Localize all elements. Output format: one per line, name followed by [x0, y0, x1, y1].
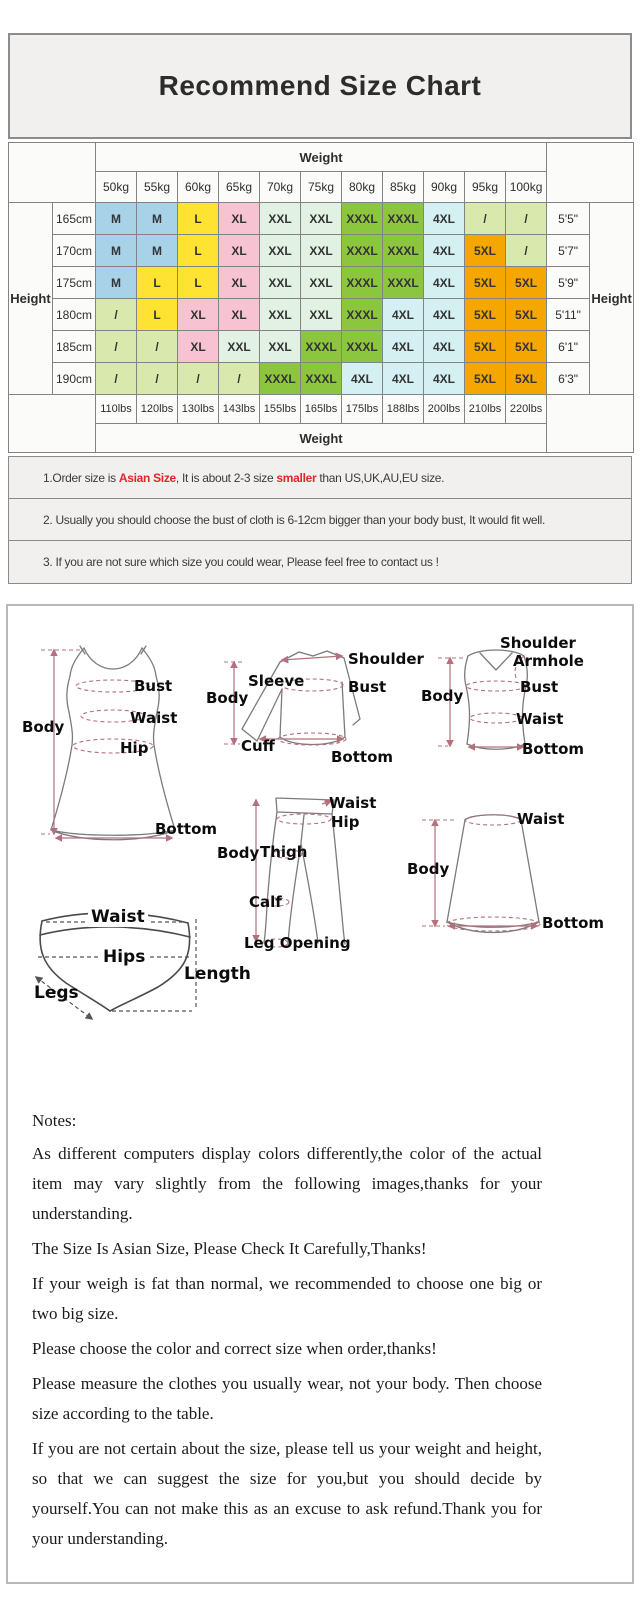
note-paragraph: As different computers display colors differently,the color of the actual item may vary slightly from the following images,thanks for your understanding.	[32, 1144, 542, 1223]
size-cell: XXXL	[342, 267, 383, 299]
size-cell: /	[96, 331, 137, 363]
size-cell: XXL	[260, 203, 301, 235]
kg-header-cell: 70kg	[260, 172, 301, 203]
size-cell: /	[137, 363, 178, 395]
size-chart-section	[0, 0, 640, 584]
note-paragraph: If your weigh is fat than normal, we recommended to choose one big or two big size.	[32, 1274, 542, 1323]
dress-hip-label: Hip	[120, 739, 149, 757]
lbs-cell: 210lbs	[465, 395, 506, 424]
size-cell: XXL	[219, 331, 260, 363]
vest-waist-label: Waist	[516, 710, 564, 728]
lbs-cell: 200lbs	[424, 395, 465, 424]
size-cell: /	[465, 203, 506, 235]
lbs-cell: 120lbs	[137, 395, 178, 424]
tip-row	[9, 499, 631, 541]
tip-text: 1.Order size is	[43, 471, 119, 485]
size-cell: XXL	[301, 203, 342, 235]
shirt-cuff-label: Cuff	[241, 737, 275, 755]
size-cell: XXL	[301, 267, 342, 299]
size-cell: /	[96, 299, 137, 331]
weight-header: Weight	[96, 143, 547, 172]
weight-footer: Weight	[96, 424, 547, 453]
size-cell: XL	[219, 299, 260, 331]
size-cell: /	[506, 235, 547, 267]
size-cell: M	[137, 203, 178, 235]
measurement-guide-panel	[6, 604, 634, 1584]
tip-highlight: Asian Size	[118, 471, 176, 485]
skirt-body-label: Body	[407, 860, 450, 878]
size-cell: XL	[178, 299, 219, 331]
size-cell: XL	[178, 331, 219, 363]
size-cell: XXXL	[342, 299, 383, 331]
size-cell: M	[96, 203, 137, 235]
size-cell: XL	[219, 203, 260, 235]
garment-diagrams	[8, 606, 632, 1026]
height-ft-cell: 5'5"	[547, 203, 590, 235]
size-table	[8, 142, 634, 453]
lbs-cell: 155lbs	[260, 395, 301, 424]
size-cell: 4XL	[424, 203, 465, 235]
size-cell: M	[96, 235, 137, 267]
size-cell: XXL	[260, 267, 301, 299]
lbs-cell: 175lbs	[342, 395, 383, 424]
pants-leg-opening-label: Leg Opening	[244, 934, 351, 952]
height-cm-cell: 190cm	[53, 363, 96, 395]
height-label-left: Height	[9, 203, 53, 395]
size-cell: XXXL	[383, 235, 424, 267]
size-cell: L	[137, 299, 178, 331]
tip-text: 2. Usually you should choose the bust of cloth is 6-12cm bigger than your body bust, It would fit well.	[43, 513, 546, 527]
size-cell: 4XL	[383, 363, 424, 395]
size-cell: XXL	[260, 299, 301, 331]
size-cell: XXXL	[301, 331, 342, 363]
vest-armhole-label: Armhole	[513, 652, 584, 670]
size-cell: /	[506, 203, 547, 235]
size-cell: /	[137, 331, 178, 363]
size-cell: XXXL	[383, 203, 424, 235]
size-cell: 5XL	[506, 267, 547, 299]
page-title: Recommend Size Chart	[158, 70, 482, 101]
size-cell: XXXL	[342, 203, 383, 235]
size-cell: /	[219, 363, 260, 395]
notes-body	[32, 1139, 542, 1554]
size-cell: XL	[219, 267, 260, 299]
size-cell: 4XL	[383, 331, 424, 363]
tip-text: , It is about 2-3 size	[175, 471, 277, 485]
height-ft-cell: 6'1"	[547, 331, 590, 363]
corner-cell	[547, 143, 634, 203]
height-label-right: Height	[590, 203, 634, 395]
size-cell: XXXL	[383, 267, 424, 299]
height-ft-cell: 5'9"	[547, 267, 590, 299]
shirt-bottom-label: Bottom	[331, 748, 394, 766]
skirt-bottom-label: Bottom	[542, 914, 605, 932]
size-cell: 5XL	[465, 363, 506, 395]
vest-body-label: Body	[421, 687, 464, 705]
pants-waist-label: Waist	[329, 794, 377, 812]
size-cell: 4XL	[424, 267, 465, 299]
corner-cell	[9, 143, 96, 203]
lbs-cell: 165lbs	[301, 395, 342, 424]
vest-bust-label: Bust	[520, 678, 559, 696]
size-cell: 5XL	[465, 267, 506, 299]
note-paragraph: The Size Is Asian Size, Please Check It Carefully,Thanks!	[32, 1239, 427, 1258]
kg-header-cell: 60kg	[178, 172, 219, 203]
notes-section	[32, 1111, 542, 1559]
size-cell: L	[178, 203, 219, 235]
size-cell: /	[178, 363, 219, 395]
tip-text: than US,UK,AU,EU size.	[316, 471, 445, 485]
pants-calf-label: Calf	[249, 893, 282, 911]
height-cm-cell: 170cm	[53, 235, 96, 267]
height-cm-cell: 180cm	[53, 299, 96, 331]
size-cell: XXL	[260, 331, 301, 363]
lbs-cell: 110lbs	[96, 395, 137, 424]
size-cell: L	[178, 267, 219, 299]
table-row	[9, 203, 634, 235]
size-cell: 5XL	[465, 235, 506, 267]
pants-body-label: Body	[217, 844, 260, 862]
tip-highlight: smaller	[276, 471, 317, 485]
tip-row	[9, 457, 631, 499]
lbs-cell: 130lbs	[178, 395, 219, 424]
briefs-hips-label: Hips	[100, 947, 148, 967]
vest-shoulder-label: Shoulder	[500, 634, 576, 652]
dress-diagram	[41, 646, 178, 840]
kg-header-cell: 65kg	[219, 172, 260, 203]
size-cell: 4XL	[424, 363, 465, 395]
dress-body-label: Body	[22, 718, 65, 736]
table-row	[9, 299, 634, 331]
pants-hip-label: Hip	[331, 813, 360, 831]
kg-header-cell: 55kg	[137, 172, 178, 203]
size-cell: 4XL	[342, 363, 383, 395]
kg-header-cell: 80kg	[342, 172, 383, 203]
size-cell: L	[178, 235, 219, 267]
size-cell: 4XL	[383, 299, 424, 331]
table-row	[9, 267, 634, 299]
size-cell: XXL	[301, 299, 342, 331]
size-cell: XXXL	[260, 363, 301, 395]
size-cell: /	[96, 363, 137, 395]
size-cell: 4XL	[424, 299, 465, 331]
dress-bust-label: Bust	[134, 677, 173, 695]
height-cm-cell: 165cm	[53, 203, 96, 235]
table-row	[9, 235, 634, 267]
note-paragraph: Please measure the clothes you usually wear, not your body. Then choose size according to the table.	[32, 1374, 542, 1423]
size-cell: XXL	[301, 235, 342, 267]
table-row	[9, 331, 634, 363]
lbs-cell: 188lbs	[383, 395, 424, 424]
corner-cell	[9, 395, 96, 453]
shirt-sleeve-label: Sleeve	[248, 672, 305, 690]
height-ft-cell: 6'3"	[547, 363, 590, 395]
size-cell: XL	[219, 235, 260, 267]
height-cm-cell: 185cm	[53, 331, 96, 363]
size-cell: 5XL	[465, 331, 506, 363]
shirt-shoulder-label: Shoulder	[348, 650, 424, 668]
size-cell: XXXL	[342, 235, 383, 267]
tip-row	[9, 541, 631, 583]
size-cell: XXXL	[301, 363, 342, 395]
tips-list	[8, 456, 632, 584]
note-paragraph: Please choose the color and correct size when order,thanks!	[32, 1339, 437, 1358]
shirt-body-label: Body	[206, 689, 249, 707]
size-cell: 5XL	[506, 299, 547, 331]
shirt-bust-label: Bust	[348, 678, 387, 696]
kg-header-cell: 100kg	[506, 172, 547, 203]
height-ft-cell: 5'11"	[547, 299, 590, 331]
kg-header-cell: 75kg	[301, 172, 342, 203]
note-paragraph: If you are not certain about the size, please tell us your weight and height, so that we can suggest the size for you,but you should decide by yourself.You can not make this as an excuse to ask refund.Thank you for your understanding.	[32, 1439, 542, 1548]
size-cell: 4XL	[424, 235, 465, 267]
dress-bottom-label: Bottom	[155, 820, 218, 838]
tip-text: 3. If you are not sure which size you could wear, Please feel free to contact us !	[43, 555, 439, 569]
size-cell: 5XL	[506, 363, 547, 395]
kg-header-cell: 50kg	[96, 172, 137, 203]
table-row	[9, 363, 634, 395]
briefs-waist-label: Waist	[88, 907, 148, 927]
kg-header-cell: 90kg	[424, 172, 465, 203]
size-cell: XXXL	[342, 331, 383, 363]
notes-heading: Notes:	[32, 1111, 77, 1130]
briefs-legs-label: Legs	[34, 983, 79, 1003]
height-ft-cell: 5'7"	[547, 235, 590, 267]
size-cell: M	[96, 267, 137, 299]
kg-header-cell: 85kg	[383, 172, 424, 203]
title-box	[8, 33, 632, 139]
size-cell: 4XL	[424, 331, 465, 363]
height-cm-cell: 175cm	[53, 267, 96, 299]
skirt-waist-label: Waist	[517, 810, 565, 828]
lbs-cell: 143lbs	[219, 395, 260, 424]
briefs-length-label: Length	[184, 964, 251, 984]
vest-bottom-label: Bottom	[522, 740, 585, 758]
corner-cell	[547, 395, 634, 453]
lbs-cell: 220lbs	[506, 395, 547, 424]
pants-thigh-label: Thigh	[260, 843, 308, 861]
size-cell: XXL	[260, 235, 301, 267]
size-cell: L	[137, 267, 178, 299]
size-cell: M	[137, 235, 178, 267]
dress-waist-label: Waist	[130, 709, 178, 727]
size-cell: 5XL	[506, 331, 547, 363]
size-cell: 5XL	[465, 299, 506, 331]
kg-header-cell: 95kg	[465, 172, 506, 203]
